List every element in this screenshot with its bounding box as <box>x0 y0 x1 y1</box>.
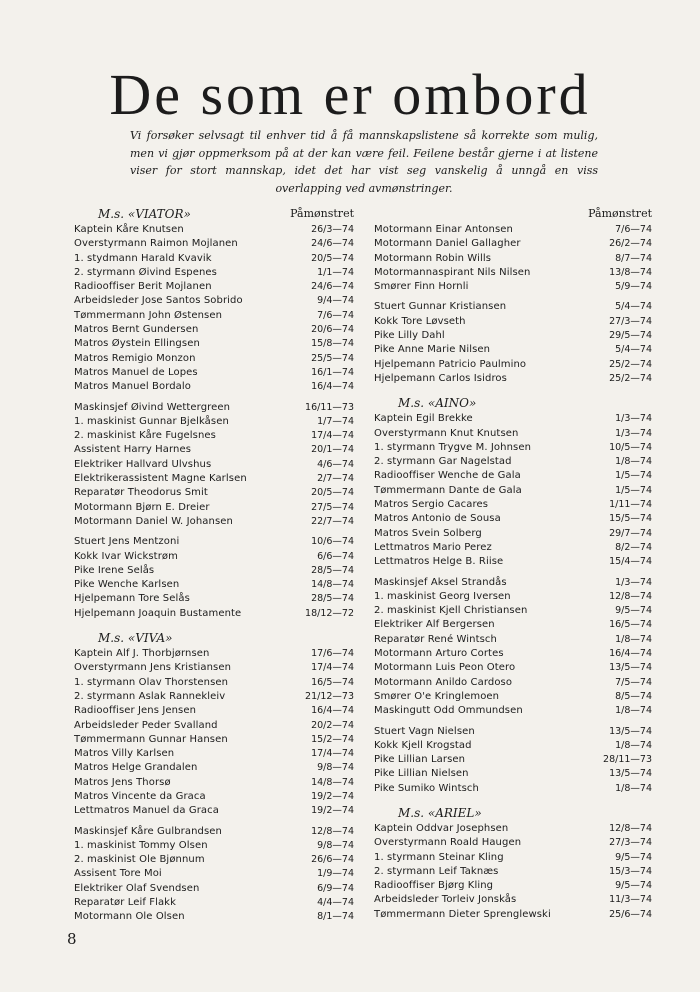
signed-on-date: 29/7—74 <box>609 527 652 539</box>
signed-on-date: 26/2—74 <box>609 238 652 250</box>
signed-on-date: 25/6—74 <box>609 908 652 920</box>
ship-heading-viva <box>74 631 354 645</box>
crew-row <box>74 564 354 578</box>
signed-on-date: 20/2—74 <box>311 719 354 731</box>
crew-row <box>374 822 652 836</box>
crew-member: Reparatør Theodorus Smit <box>74 487 208 499</box>
crew-row <box>74 661 354 675</box>
crew-member: Matros Sergio Cacares <box>374 499 489 511</box>
signed-on-date: 6/6—74 <box>317 550 354 562</box>
crew-member: Assisent Tore Moi <box>74 868 162 880</box>
crew-row <box>374 427 652 441</box>
signed-on-date: 1/3—74 <box>615 576 652 588</box>
signed-on-date: 16/5—74 <box>609 619 652 631</box>
signed-on-date: 27/5—74 <box>311 501 354 513</box>
crew-row <box>374 647 652 661</box>
crew-row <box>374 725 652 739</box>
crew-member: Elektriker Hallvard Ulvshus <box>74 458 212 470</box>
crew-member: Assistent Harry Harnes <box>74 444 192 456</box>
crew-row <box>374 739 652 753</box>
crew-row <box>374 358 652 372</box>
signed-on-date: 9/5—74 <box>615 605 652 617</box>
crew-list <box>74 535 354 621</box>
crew-row <box>74 804 354 818</box>
crew-row <box>374 590 652 604</box>
crew-row <box>374 372 652 386</box>
signed-on-date: 1/11—74 <box>609 499 652 511</box>
signed-on-date: 1/9—74 <box>317 868 354 880</box>
crew-member: 1. styrmann Olav Thorstensen <box>74 676 229 688</box>
crew-row <box>374 908 652 922</box>
crew-member: Hjelpemann Patricio Paulmino <box>374 358 527 370</box>
crew-member: Kaptein Kåre Knutsen <box>74 224 184 235</box>
crew-member: Hjelpemann Carlos Isidros <box>374 372 507 384</box>
crew-member: 1. maskinist Tommy Olsen <box>74 839 208 851</box>
column-label: Påmønstret <box>290 207 354 220</box>
crew-member: Hjelpemann Joaquin Bustamente <box>74 607 242 619</box>
crew-member: Matros Svein Solberg <box>374 527 482 539</box>
crew-member: Matros Remigio Monzon <box>74 352 196 364</box>
signed-on-date: 26/3—74 <box>311 224 354 235</box>
crew-member: Motormann Bjørn E. Dreier <box>74 501 210 513</box>
signed-on-date: 29/5—74 <box>609 330 652 342</box>
crew-member: Motormannaspirant Nils Nilsen <box>374 266 531 278</box>
crew-row <box>374 618 652 632</box>
crew-member: Pike Anne Marie Nilsen <box>374 344 491 356</box>
crew-member: Radiooffiser Wenche de Gala <box>374 470 521 482</box>
crew-list <box>374 576 652 719</box>
crew-row <box>74 733 354 747</box>
signed-on-date: 13/5—74 <box>609 662 652 674</box>
signed-on-date: 9/5—74 <box>615 880 652 892</box>
crew-member: Pike Wenche Karlsen <box>74 579 180 591</box>
crew-row <box>374 315 652 329</box>
crew-member: Reparatør Leif Flakk <box>74 897 176 909</box>
crew-member: Smører Finn Hornli <box>374 281 469 293</box>
crew-list <box>374 822 652 922</box>
crew-member: 1. styrmann Trygve M. Johnsen <box>374 441 532 453</box>
crew-row <box>74 458 354 472</box>
crew-member: Overstyrmann Roald Haugen <box>374 837 522 849</box>
crew-row <box>374 329 652 343</box>
crew-row <box>374 690 652 704</box>
signed-on-date: 28/5—74 <box>311 564 354 576</box>
crew-row <box>374 879 652 893</box>
crew-row <box>74 323 354 337</box>
crew-row <box>74 366 354 380</box>
signed-on-date: 8/7—74 <box>615 252 652 264</box>
crew-row <box>74 867 354 881</box>
crew-member: Matros Antonio de Sousa <box>374 513 501 525</box>
crew-member: Radiooffiser Berit Mojlanen <box>74 281 212 293</box>
signed-on-date: 19/2—74 <box>311 790 354 802</box>
crew-member: 2. maskinist Ole Bjønnum <box>74 854 205 866</box>
crew-member: Arbeidsleder Jose Santos Sobrido <box>74 295 243 307</box>
signed-on-date: 16/1—74 <box>311 366 354 378</box>
signed-on-date: 13/8—74 <box>609 266 652 278</box>
crew-row <box>74 761 354 775</box>
crew-member: Tømmermann Dieter Sprenglewski <box>374 908 551 920</box>
crew-member: Elektriker Alf Bergersen <box>374 619 495 631</box>
crew-list <box>74 825 354 925</box>
crew-row <box>74 719 354 733</box>
crew-list <box>374 223 652 294</box>
signed-on-date: 12/8—74 <box>609 822 652 834</box>
crew-row <box>374 252 652 266</box>
signed-on-date: 1/8—74 <box>615 782 652 794</box>
crew-list <box>74 223 354 395</box>
crew-member: 2. styrmann Øivind Espenes <box>74 266 217 278</box>
crew-row <box>374 223 652 237</box>
crew-member: Lettmatros Mario Perez <box>374 541 492 553</box>
crew-member: Tømmermann John Østensen <box>74 309 223 321</box>
crew-member: 1. maskinist Georg Iversen <box>374 590 511 602</box>
column-label: Påmønstret <box>588 207 652 220</box>
crew-member: Matros Øystein Ellingsen <box>74 338 200 350</box>
signed-on-date: 20/6—74 <box>311 324 354 336</box>
signed-on-date: 17/4—74 <box>311 748 354 760</box>
crew-row <box>74 266 354 280</box>
signed-on-date: 1/3—74 <box>615 427 652 439</box>
column-heading <box>374 207 652 221</box>
signed-on-date: 14/8—74 <box>311 776 354 788</box>
crew-member: Maskingutt Odd Ommundsen <box>374 705 523 717</box>
signed-on-date: 17/4—74 <box>311 430 354 442</box>
crew-member: Maskinsjef Kåre Gulbrandsen <box>74 825 222 837</box>
signed-on-date: 1/8—74 <box>615 739 652 751</box>
ship-name: M.s. «VIVA» <box>98 631 173 646</box>
signed-on-date: 1/8—74 <box>615 633 652 645</box>
signed-on-date: 28/5—74 <box>311 593 354 605</box>
crew-row <box>74 486 354 500</box>
signed-on-date: 17/6—74 <box>311 648 354 660</box>
crew-member: Stuert Vagn Nielsen <box>374 725 475 737</box>
crew-member: Pike Lilly Dahl <box>374 330 445 342</box>
crew-member: Matros Helge Grandalen <box>74 762 198 774</box>
crew-list <box>74 647 354 819</box>
signed-on-date: 1/8—74 <box>615 705 652 717</box>
crew-row <box>374 469 652 483</box>
signed-on-date: 9/8—74 <box>317 762 354 774</box>
right-column <box>374 207 652 922</box>
crew-member: Kokk Kjell Krogstad <box>374 739 472 751</box>
crew-member: Pike Irene Selås <box>74 564 155 576</box>
crew-row <box>74 252 354 266</box>
crew-row <box>74 401 354 415</box>
crew-row <box>74 223 354 237</box>
crew-row <box>74 882 354 896</box>
crew-row <box>74 280 354 294</box>
signed-on-date: 8/5—74 <box>615 690 652 702</box>
signed-on-date: 19/2—74 <box>311 805 354 817</box>
crew-row <box>374 266 652 280</box>
crew-row <box>74 607 354 621</box>
signed-on-date: 14/8—74 <box>311 579 354 591</box>
left-column <box>74 207 354 925</box>
crew-row <box>374 412 652 426</box>
signed-on-date: 28/11—73 <box>603 754 652 766</box>
signed-on-date: 15/8—74 <box>311 338 354 350</box>
signed-on-date: 25/2—74 <box>609 372 652 384</box>
signed-on-date: 21/12—73 <box>305 690 354 702</box>
page-title: De som er ombord <box>109 62 591 127</box>
crew-row <box>74 309 354 323</box>
crew-member: Motormann Anildo Cardoso <box>374 676 513 688</box>
crew-member: 1. stydmann Harald Kvavik <box>74 252 212 264</box>
crew-row <box>374 498 652 512</box>
signed-on-date: 16/4—74 <box>311 705 354 717</box>
crew-member: 2. styrmann Leif Taknæs <box>374 865 499 877</box>
crew-row <box>374 441 652 455</box>
crew-member: Lettmatros Manuel da Graca <box>74 805 219 817</box>
crew-row <box>74 592 354 606</box>
crew-row <box>74 294 354 308</box>
crew-member: Elektriker Olaf Svendsen <box>74 882 200 894</box>
crew-member: Radiooffiser Jens Jensen <box>74 705 197 717</box>
crew-row <box>374 704 652 718</box>
crew-member: Pike Lillian Larsen <box>374 754 466 766</box>
crew-member: 1. styrmann Steinar Kling <box>374 851 504 863</box>
signed-on-date: 1/8—74 <box>615 456 652 468</box>
crew-row <box>374 782 652 796</box>
signed-on-date: 4/4—74 <box>317 897 354 909</box>
signed-on-date: 24/6—74 <box>311 238 354 250</box>
crew-member: Reparatør René Wintsch <box>374 633 497 645</box>
signed-on-date: 27/3—74 <box>609 315 652 327</box>
crew-row <box>374 300 652 314</box>
page-number: 8 <box>67 930 77 948</box>
crew-row <box>74 501 354 515</box>
signed-on-date: 9/4—74 <box>317 295 354 307</box>
crew-row <box>374 237 652 251</box>
crew-member: Overstyrmann Raimon Mojlanen <box>74 238 238 250</box>
crew-member: Kokk Ivar Wickstrøm <box>74 550 178 562</box>
crew-row <box>374 604 652 618</box>
signed-on-date: 2/7—74 <box>317 473 354 485</box>
signed-on-date: 20/5—74 <box>311 487 354 499</box>
crew-member: Arbeidsleder Torleiv Jonskås <box>374 894 517 906</box>
crew-member: Kaptein Egil Brekke <box>374 413 473 425</box>
crew-row <box>374 555 652 569</box>
crew-member: Radiooffiser Bjørg Kling <box>374 880 494 892</box>
signed-on-date: 16/4—74 <box>311 381 354 393</box>
crew-member: Arbeidsleder Peder Svalland <box>74 719 218 731</box>
crew-row <box>374 455 652 469</box>
crew-member: 2. styrmann Aslak Rannekleiv <box>74 690 226 702</box>
crew-member: Matros Jens Thorsø <box>74 776 171 788</box>
crew-row <box>74 647 354 661</box>
crew-row <box>74 337 354 351</box>
signed-on-date: 18/12—72 <box>305 607 354 619</box>
crew-member: Matros Villy Karlsen <box>74 748 175 760</box>
crew-row <box>374 836 652 850</box>
crew-member: Pike Lillian Nielsen <box>374 768 469 780</box>
crew-row <box>74 380 354 394</box>
signed-on-date: 25/2—74 <box>609 358 652 370</box>
crew-member: Smører O'e Kringlemoen <box>374 690 500 702</box>
signed-on-date: 20/5—74 <box>311 252 354 264</box>
signed-on-date: 24/6—74 <box>311 281 354 293</box>
crew-row <box>74 578 354 592</box>
crew-member: Motormann Einar Antonsen <box>374 224 513 235</box>
signed-on-date: 27/3—74 <box>609 837 652 849</box>
crew-row <box>74 690 354 704</box>
crew-member: Matros Manuel Bordalo <box>74 381 192 393</box>
crew-row <box>74 550 354 564</box>
crew-member: Matros Bernt Gundersen <box>74 324 199 336</box>
signed-on-date: 4/6—74 <box>317 458 354 470</box>
crew-member: Hjelpemann Tore Selås <box>74 593 190 605</box>
crew-row <box>374 527 652 541</box>
crew-member: Motormann Arturo Cortes <box>374 648 504 660</box>
signed-on-date: 15/3—74 <box>609 865 652 877</box>
crew-member: Matros Manuel de Lopes <box>74 366 198 378</box>
crew-member: Motormann Daniel Gallagher <box>374 238 521 250</box>
signed-on-date: 16/11—73 <box>305 401 354 413</box>
signed-on-date: 12/8—74 <box>609 590 652 602</box>
crew-row <box>374 576 652 590</box>
crew-member: Tømmermann Dante de Gala <box>374 484 522 496</box>
crew-member: Motormann Luis Peon Otero <box>374 662 516 674</box>
crew-row <box>374 893 652 907</box>
ship-heading-ariel <box>374 806 652 820</box>
signed-on-date: 16/5—74 <box>311 676 354 688</box>
signed-on-date: 8/1—74 <box>317 911 354 923</box>
crew-member: Motormann Daniel W. Johansen <box>74 515 233 527</box>
crew-member: Pike Sumiko Wintsch <box>374 782 479 794</box>
crew-row <box>374 484 652 498</box>
ship-name: M.s. «ARIEL» <box>398 805 482 820</box>
signed-on-date: 9/5—74 <box>615 851 652 863</box>
crew-member: Motormann Ole Olsen <box>74 911 185 923</box>
crew-member: Elektrikerassistent Magne Karlsen <box>74 473 247 485</box>
intro-paragraph: Vi forsøker selvsagt til enhver tid å få mannskapslistene så korrekte som mulig, men vi gjør oppmerksom på at der kan være feil. Feilene består gjerne i at listene viser for stort mannskap, idet det har vist seg vanskelig å unngå en viss overlapping ved avmønstringer. <box>130 129 598 195</box>
signed-on-date: 25/5—74 <box>311 352 354 364</box>
crew-member: Kokk Tore Løvseth <box>374 315 466 327</box>
crew-row <box>74 790 354 804</box>
signed-on-date: 17/4—74 <box>311 662 354 674</box>
ship-heading-aino <box>374 396 652 410</box>
crew-row <box>374 753 652 767</box>
crew-row <box>374 676 652 690</box>
signed-on-date: 22/7—74 <box>311 515 354 527</box>
ship-heading-viator <box>74 207 354 221</box>
crew-member: Stuert Jens Mentzoni <box>74 536 180 548</box>
signed-on-date: 20/1—74 <box>311 444 354 456</box>
crew-row <box>374 661 652 675</box>
crew-row <box>374 343 652 357</box>
signed-on-date: 9/8—74 <box>317 839 354 851</box>
signed-on-date: 7/5—74 <box>615 676 652 688</box>
signed-on-date: 1/5—74 <box>615 470 652 482</box>
signed-on-date: 10/5—74 <box>609 441 652 453</box>
signed-on-date: 16/4—74 <box>609 648 652 660</box>
crew-row <box>74 237 354 251</box>
crew-row <box>74 515 354 529</box>
crew-row <box>74 472 354 486</box>
crew-member: Kaptein Alf J. Thorbjørnsen <box>74 648 210 660</box>
signed-on-date: 1/3—74 <box>615 413 652 425</box>
crew-row <box>74 676 354 690</box>
signed-on-date: 5/9—74 <box>615 281 652 293</box>
signed-on-date: 13/5—74 <box>609 725 652 737</box>
ship-name: M.s. «VIATOR» <box>98 207 191 221</box>
crew-row <box>74 910 354 924</box>
signed-on-date: 12/8—74 <box>311 825 354 837</box>
signed-on-date: 15/5—74 <box>609 513 652 525</box>
crew-member: 2. maskinist Kåre Fugelsnes <box>74 430 216 442</box>
crew-list <box>374 300 652 386</box>
crew-row <box>374 767 652 781</box>
crew-row <box>374 865 652 879</box>
signed-on-date: 7/6—74 <box>615 224 652 235</box>
crew-member: Overstyrmann Jens Kristiansen <box>74 662 232 674</box>
crew-list <box>374 412 652 569</box>
crew-row <box>74 704 354 718</box>
crew-member: Kaptein Oddvar Josephsen <box>374 822 509 834</box>
signed-on-date: 5/4—74 <box>615 301 652 313</box>
crew-row <box>374 280 652 294</box>
crew-member: Overstyrmann Knut Knutsen <box>374 427 519 439</box>
crew-member: Maskinsjef Øivind Wettergreen <box>74 401 231 413</box>
crew-row <box>74 896 354 910</box>
crew-row <box>74 776 354 790</box>
ship-name: M.s. «AINO» <box>398 396 477 411</box>
signed-on-date: 13/5—74 <box>609 768 652 780</box>
crew-member: 1. maskinist Gunnar Bjelkåsen <box>74 415 229 427</box>
crew-row <box>74 535 354 549</box>
signed-on-date: 7/6—74 <box>317 309 354 321</box>
crew-row <box>74 429 354 443</box>
crew-member: Lettmatros Helge B. Riise <box>374 556 504 568</box>
crew-row <box>374 541 652 555</box>
signed-on-date: 10/6—74 <box>311 536 354 548</box>
crew-member: Stuert Gunnar Kristiansen <box>374 301 507 313</box>
crew-member: 2. maskinist Kjell Christiansen <box>374 605 528 617</box>
signed-on-date: 8/2—74 <box>615 541 652 553</box>
crew-row <box>74 415 354 429</box>
crew-row <box>74 443 354 457</box>
signed-on-date: 11/3—74 <box>609 894 652 906</box>
crew-member: 2. styrmann Gar Nagelstad <box>374 456 512 468</box>
crew-row <box>74 825 354 839</box>
signed-on-date: 1/7—74 <box>317 415 354 427</box>
signed-on-date: 1/1—74 <box>317 266 354 278</box>
signed-on-date: 5/4—74 <box>615 344 652 356</box>
crew-row <box>374 512 652 526</box>
crew-row <box>74 839 354 853</box>
signed-on-date: 26/6—74 <box>311 854 354 866</box>
crew-row <box>74 352 354 366</box>
crew-row <box>374 633 652 647</box>
crew-row <box>74 853 354 867</box>
crew-member: Motormann Robin Wills <box>374 252 492 264</box>
crew-list <box>74 401 354 530</box>
signed-on-date: 15/4—74 <box>609 556 652 568</box>
crew-row <box>374 851 652 865</box>
crew-list <box>374 725 652 796</box>
crew-member: Matros Vincente da Graca <box>74 790 206 802</box>
crew-row <box>74 747 354 761</box>
signed-on-date: 15/2—74 <box>311 733 354 745</box>
signed-on-date: 6/9—74 <box>317 882 354 894</box>
crew-member: Maskinsjef Aksel Strandås <box>374 576 507 588</box>
signed-on-date: 1/5—74 <box>615 484 652 496</box>
crew-member: Tømmermann Gunnar Hansen <box>74 733 228 745</box>
